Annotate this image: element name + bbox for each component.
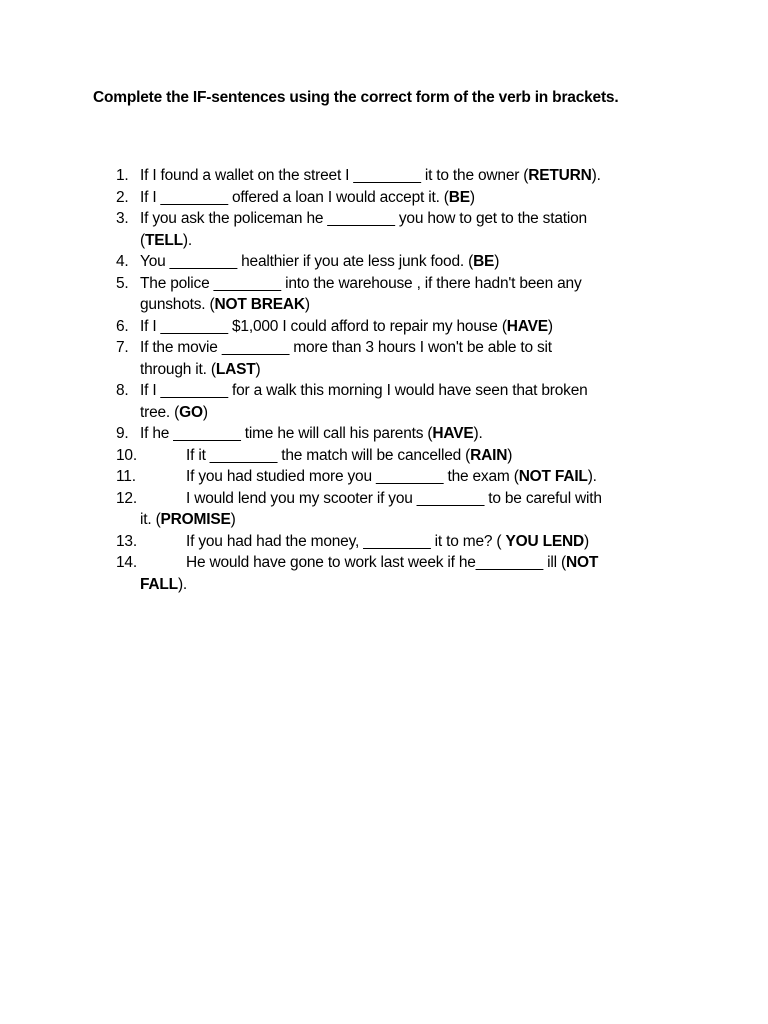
sentence-text: through it. ( [140, 360, 216, 378]
item-number: 9. [116, 425, 129, 442]
item-number: 10. [116, 446, 137, 464]
item-number: 13. [116, 532, 137, 550]
verb-in-brackets: YOU LEND [505, 532, 584, 550]
item-number: 4. [116, 253, 129, 270]
sentence-punctuation: ). [177, 575, 188, 593]
list-item [0, 466, 768, 488]
verb-in-brackets: BE [473, 253, 495, 270]
sentence-punctuation: ) [304, 296, 310, 313]
page-title: Complete the IF-sentences using the correct form of the verb in brackets. [93, 89, 619, 106]
sentence-text: The police ________ into the warehouse , if there hadn't been any [140, 274, 582, 292]
sentence-punctuation: ). [591, 167, 601, 184]
sentence-punctuation: ) [494, 253, 500, 270]
item-text-line [0, 574, 768, 596]
sentence-text: If he ________ time he will call his parents ( [140, 425, 433, 442]
verb-in-brackets: PROMISE [160, 511, 231, 528]
sentence-text: If I ________ offered a loan I would accept it. ( [140, 188, 449, 206]
item-number: 3. [116, 210, 129, 227]
list-item [0, 187, 768, 209]
exercise-list [0, 165, 768, 595]
sentence-text: it. ( [140, 511, 161, 528]
item-number: 5. [116, 274, 129, 292]
item-text-line [0, 509, 768, 531]
sentence-text: ( [140, 231, 145, 249]
list-item [0, 251, 768, 273]
list-item [0, 208, 768, 251]
verb-in-brackets: RETURN [528, 167, 592, 184]
verb-in-brackets: NOT BREAK [214, 296, 305, 313]
sentence-text: gunshots. ( [140, 296, 215, 313]
verb-in-brackets: LAST [215, 360, 256, 378]
sentence-punctuation: ). [182, 231, 192, 249]
sentence-text: I would lend you my scooter if you ________ to be careful with [186, 489, 602, 507]
sentence-punctuation: ) [202, 403, 208, 421]
sentence-text: If you ask the policeman he ________ you how to get to the station [140, 210, 587, 227]
item-text-line [0, 230, 768, 252]
verb-in-brackets: HAVE [432, 425, 474, 442]
list-item [0, 488, 768, 531]
sentence-text: If you had had the money, ________ it to me? ( [186, 532, 506, 550]
item-number: 12. [116, 489, 137, 507]
sentence-text: You ________ healthier if you ate less junk food. ( [140, 253, 474, 270]
item-number: 2. [116, 188, 129, 206]
item-number: 11. [116, 468, 136, 485]
item-number: 14. [116, 554, 137, 571]
list-item [0, 273, 768, 316]
list-item [0, 445, 768, 467]
sentence-text: If I ________ for a walk this morning I would have seen that broken [140, 382, 588, 399]
sentence-text: If I found a wallet on the street I ________ it to the owner ( [140, 167, 529, 184]
item-number: 8. [116, 382, 129, 399]
verb-in-brackets: HAVE [506, 317, 548, 335]
list-item [0, 165, 768, 187]
verb-in-brackets: TELL [144, 231, 183, 249]
list-item [0, 316, 768, 338]
item-text-line [0, 294, 768, 316]
list-item [0, 531, 768, 553]
sentence-text: He would have gone to work last week if he________ ill ( [186, 554, 566, 571]
verb-in-brackets: NOT FAIL [518, 468, 588, 485]
list-item [0, 552, 768, 595]
verb-in-brackets: FALL [140, 575, 178, 593]
sentence-punctuation: ). [473, 425, 483, 442]
verb-in-brackets: NOT [565, 554, 599, 571]
verb-in-brackets: RAIN [470, 446, 508, 464]
list-item [0, 337, 768, 380]
item-number: 6. [116, 317, 129, 335]
sentence-punctuation: ) [583, 532, 589, 550]
verb-in-brackets: BE [448, 188, 470, 206]
sentence-text: tree. ( [140, 403, 180, 421]
item-number: 7. [116, 339, 129, 356]
list-item [0, 380, 768, 423]
sentence-punctuation: ) [507, 446, 513, 464]
sentence-punctuation: ) [255, 360, 261, 378]
verb-in-brackets: GO [179, 403, 203, 421]
sentence-text: If the movie ________ more than 3 hours I won't be able to sit [140, 339, 552, 356]
item-text-line [0, 359, 768, 381]
sentence-punctuation: ) [230, 511, 236, 528]
sentence-punctuation: ) [469, 188, 475, 206]
sentence-text: If it ________ the match will be cancelled ( [186, 446, 471, 464]
list-item [0, 423, 768, 445]
item-text-line [0, 402, 768, 424]
sentence-punctuation: ). [587, 468, 597, 485]
sentence-text: If you had studied more you ________ the exam ( [186, 468, 519, 485]
sentence-punctuation: ) [547, 317, 553, 335]
sentence-text: If I ________ $1,000 I could afford to repair my house ( [140, 317, 507, 335]
item-number: 1. [116, 167, 129, 184]
